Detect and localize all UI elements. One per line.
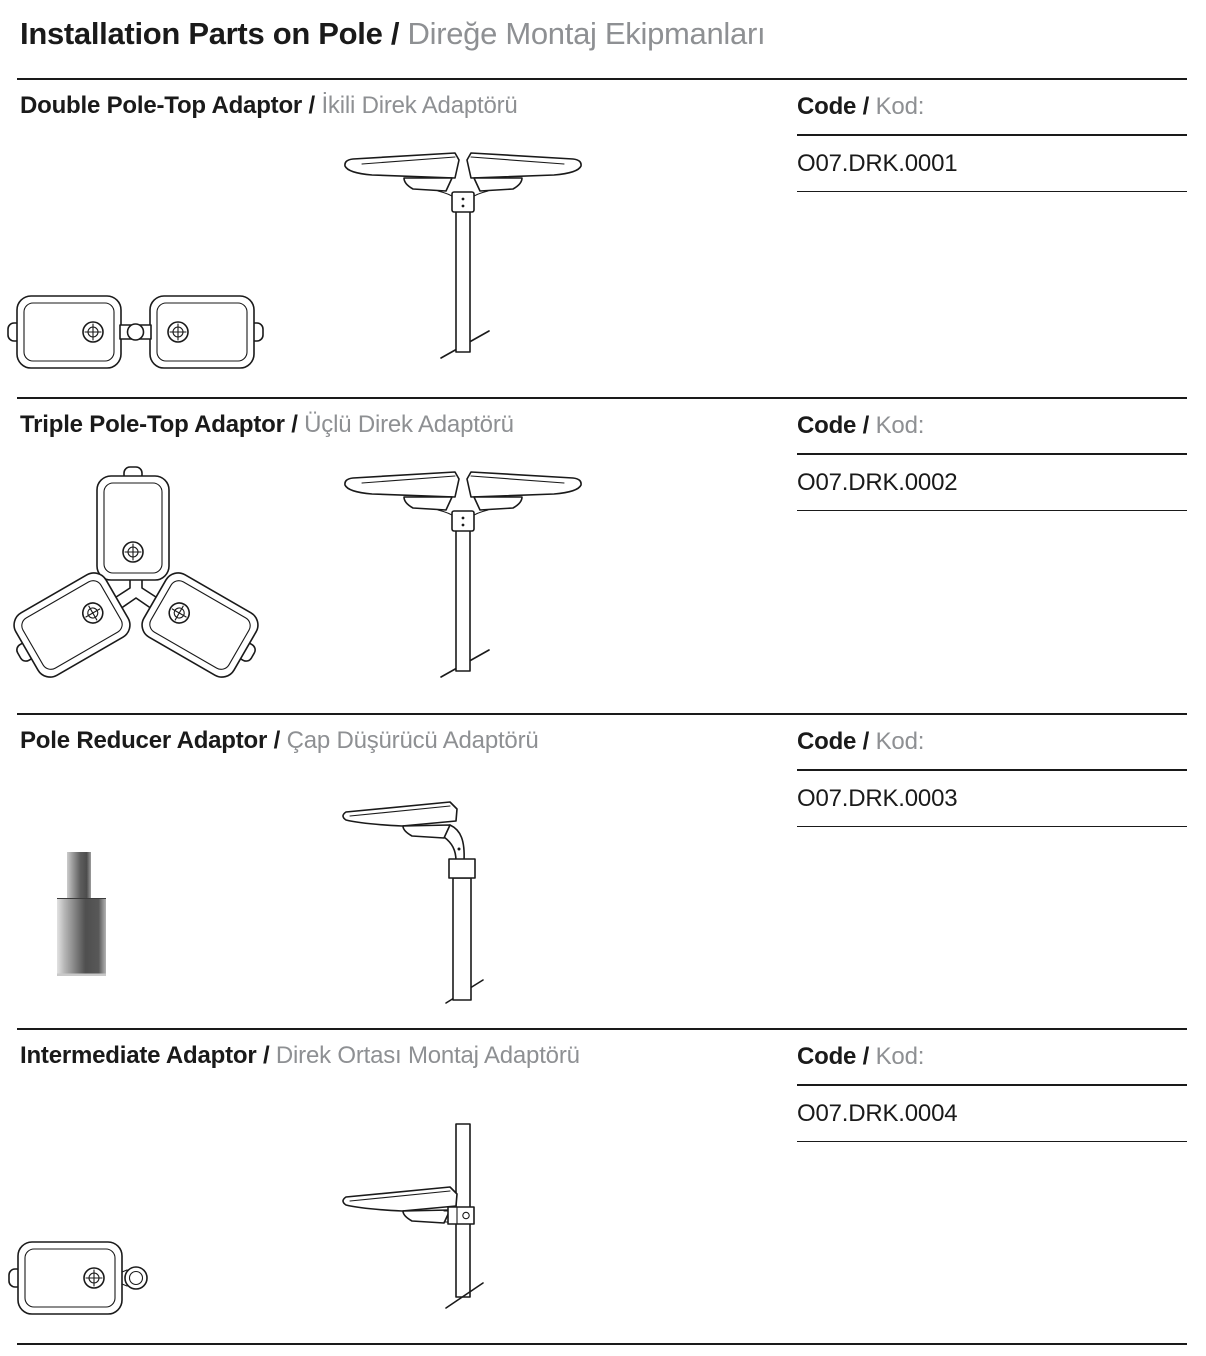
section-pole-reducer-adaptor (0, 715, 1206, 1028)
bottom-divider (17, 1343, 1187, 1345)
code-column (797, 92, 1187, 192)
page-title (20, 16, 1206, 52)
page-title-tr: Direğe Montaj Ekipmanları (407, 16, 766, 51)
section-title-en: Double Pole-Top Adaptor / (20, 92, 315, 119)
pole-reducer-drawing (0, 715, 780, 1028)
section-title-en: Intermediate Adaptor / (20, 1042, 270, 1069)
section-title-en: Pole Reducer Adaptor / (20, 727, 281, 754)
code-rule-bottom (797, 510, 1187, 512)
page-header (0, 0, 1206, 78)
section-title-tr: Direk Ortası Montaj Adaptörü (275, 1042, 580, 1069)
code-label-tr: Kod: (875, 93, 925, 120)
code-label (797, 1042, 1187, 1072)
page-title-en: Installation Parts on Pole / (20, 16, 400, 51)
code-label-en: Code / (797, 412, 870, 439)
code-label (797, 411, 1187, 441)
code-label-en: Code / (797, 93, 870, 120)
section-title-tr: Çap Düşürücü Adaptörü (286, 727, 539, 754)
code-column (797, 727, 1187, 827)
code-value: O07.DRK.0004 (797, 1099, 958, 1127)
code-label (797, 92, 1187, 122)
code-label-tr: Kod: (875, 728, 925, 755)
code-label-tr: Kod: (875, 1043, 925, 1070)
code-rule-top (797, 134, 1187, 136)
section-triple-pole-top-adaptor (0, 399, 1206, 713)
section-title-en: Triple Pole-Top Adaptor / (20, 411, 298, 438)
code-rule-bottom (797, 1141, 1187, 1143)
triple-adaptor-top-view-drawing (0, 399, 780, 713)
code-label (797, 727, 1187, 757)
double-adaptor-top-view-drawing (0, 80, 780, 397)
code-label-en: Code / (797, 728, 870, 755)
code-value: O07.DRK.0001 (797, 149, 958, 177)
code-rule-bottom (797, 191, 1187, 193)
section-title-tr: Üçlü Direk Adaptörü (304, 411, 514, 438)
code-rule-top (797, 453, 1187, 455)
intermediate-adaptor-drawing (0, 1030, 780, 1343)
code-value: O07.DRK.0003 (797, 784, 958, 812)
code-value: O07.DRK.0002 (797, 468, 958, 496)
code-rule-top (797, 1084, 1187, 1086)
code-column (797, 1042, 1187, 1142)
code-label-en: Code / (797, 1043, 870, 1070)
code-column (797, 411, 1187, 511)
section-title-tr: İkili Direk Adaptörü (321, 92, 518, 119)
section-double-pole-top-adaptor (0, 80, 1206, 397)
code-rule-top (797, 769, 1187, 771)
code-label-tr: Kod: (875, 412, 925, 439)
code-rule-bottom (797, 826, 1187, 828)
section-intermediate-adaptor (0, 1030, 1206, 1343)
